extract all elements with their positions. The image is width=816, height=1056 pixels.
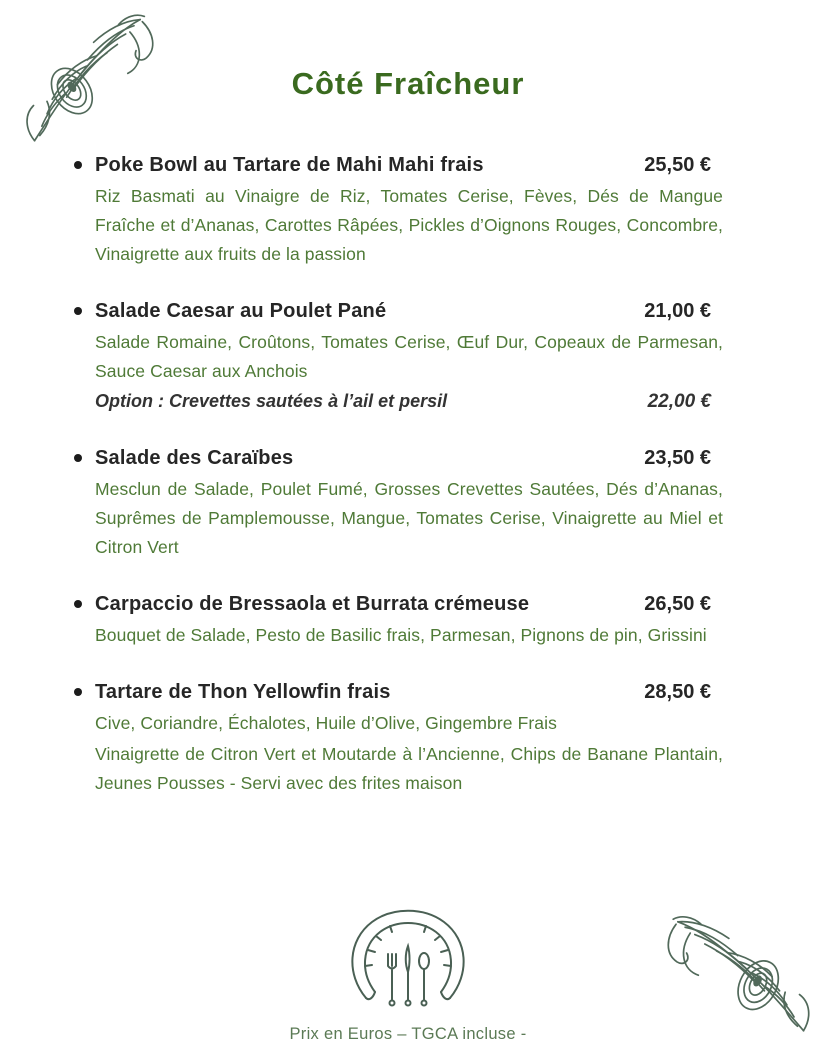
page-title: Côté Fraîcheur <box>291 66 525 101</box>
item-description: Cive, Coriandre, Échalotes, Huile d’Olive, Gingembre Frais <box>95 713 557 733</box>
item-head <box>95 296 723 326</box>
menu-item-salade-caesar <box>95 296 723 416</box>
item-description: Mesclun de Salade, Poulet Fumé, Grosses Crevettes Sautées, Dés d’Ananas, Suprêmes de Pamplemousse, Mangue, Tomates Cerise, Vinaigrette au Miel et Citron Vert <box>95 479 723 557</box>
option-label: Option : Crevettes sautées à l’ail et persil <box>95 391 448 411</box>
item-price: 25,50 € <box>644 154 711 176</box>
item-name: Salade des Caraïbes <box>95 447 294 469</box>
option-price: 22,00 € <box>647 391 711 412</box>
item-price: 21,00 € <box>644 300 711 322</box>
menu-item-carpaccio <box>95 589 723 650</box>
item-name: Salade Caesar au Poulet Pané <box>95 300 387 322</box>
item-description: Salade Romaine, Croûtons, Tomates Cerise, Œuf Dur, Copeaux de Parmesan, Sauce Caesar aux Anchois <box>95 332 723 381</box>
item-price: 23,50 € <box>644 447 711 469</box>
item-head <box>95 150 723 180</box>
item-description-line2: Vinaigrette de Citron Vert et Moutarde à l’Ancienne, Chips de Banane Plantain, Jeunes Pousses - Servi avec des frites maison <box>95 744 723 793</box>
menu-item-tartare-thon <box>95 677 723 798</box>
menu-list <box>95 150 723 825</box>
item-price: 28,50 € <box>644 681 711 703</box>
horseshoe-cutlery-logo <box>342 902 474 1014</box>
item-option-row <box>95 387 723 416</box>
item-head <box>95 677 723 707</box>
item-description: Bouquet de Salade, Pesto de Basilic frais, Parmesan, Pignons de pin, Grissini <box>95 625 707 645</box>
item-head <box>95 443 723 473</box>
menu-item-salade-caraibes <box>95 443 723 562</box>
price-note: Prix en Euros – TGCA incluse - <box>289 1025 527 1043</box>
item-description: Riz Basmati au Vinaigre de Riz, Tomates Cerise, Fèves, Dés de Mangue Fraîche et d’Ananas, Carottes Râpées, Pickles d’Oignons Rouges, Concombre, Vinaigrette aux fruits de la passion <box>95 186 723 264</box>
menu-item-poke-bowl <box>95 150 723 269</box>
item-name: Tartare de Thon Yellowfin frais <box>95 681 391 703</box>
item-head <box>95 589 723 619</box>
item-price: 26,50 € <box>644 593 711 615</box>
item-name: Carpaccio de Bressaola et Burrata crémeuse <box>95 593 530 615</box>
item-name: Poke Bowl au Tartare de Mahi Mahi frais <box>95 154 484 176</box>
